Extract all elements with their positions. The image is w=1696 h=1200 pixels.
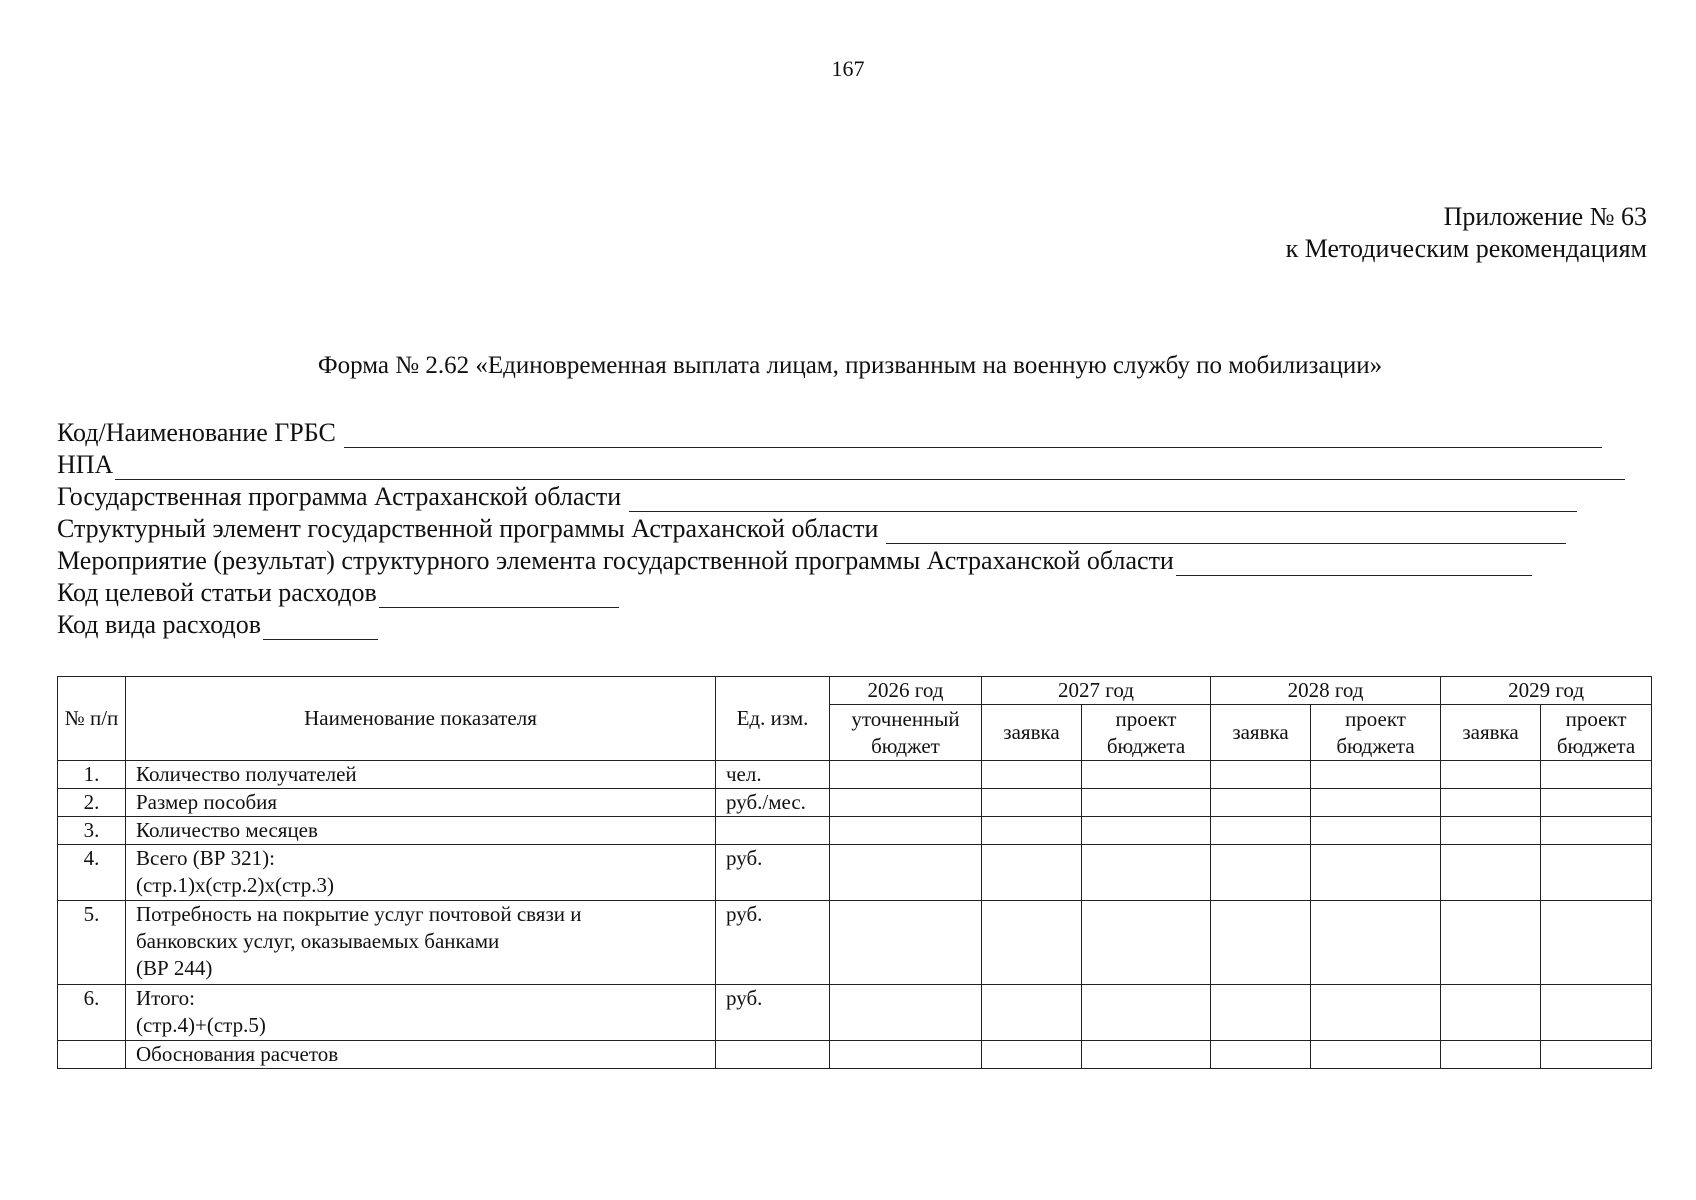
field-gos-program bbox=[57, 480, 1649, 512]
value-cell[interactable] bbox=[1441, 901, 1541, 985]
form-fields bbox=[57, 416, 1649, 640]
row-num: 4. bbox=[58, 845, 126, 901]
field-struct-element-label: Структурный элемент государственной программы Астраханской области bbox=[57, 514, 879, 543]
value-cell[interactable] bbox=[1211, 761, 1311, 789]
value-cell[interactable] bbox=[830, 985, 982, 1041]
row-name: Количество месяцев bbox=[126, 817, 716, 845]
appendix-number: Приложение № 63 bbox=[1443, 202, 1647, 231]
value-cell[interactable] bbox=[1441, 789, 1541, 817]
form-title: Форма № 2.62 «Единовременная выплата лицам, призванным на военную службу по мобилизации» bbox=[317, 352, 1383, 379]
value-cell[interactable] bbox=[1082, 985, 1211, 1041]
value-cell[interactable] bbox=[982, 761, 1082, 789]
header-year-2028: 2028 год bbox=[1211, 677, 1441, 705]
header-year-2027: 2027 год bbox=[982, 677, 1211, 705]
row-num: 5. bbox=[58, 901, 126, 985]
value-cell[interactable] bbox=[982, 845, 1082, 901]
row-name-line: Потребность на покрытие услуг почтовой связи и bbox=[136, 902, 582, 926]
table-row bbox=[58, 761, 1652, 789]
value-cell[interactable] bbox=[1311, 761, 1441, 789]
field-target-code-label: Код целевой статьи расходов bbox=[57, 578, 377, 607]
page-number: 167 bbox=[831, 56, 865, 81]
table-row bbox=[58, 1041, 1652, 1069]
value-cell[interactable] bbox=[1541, 901, 1652, 985]
field-target-code-blank[interactable] bbox=[379, 582, 619, 608]
row-num: 3. bbox=[58, 817, 126, 845]
value-cell[interactable] bbox=[1311, 985, 1441, 1041]
header-name: Наименование показателя bbox=[126, 677, 716, 761]
field-event-label: Мероприятие (результат) структурного элемента государственной программы Астраханской области bbox=[57, 546, 1174, 575]
field-target-code bbox=[57, 576, 1649, 608]
row-name: Обоснования расчетов bbox=[126, 1041, 716, 1069]
field-struct-element bbox=[57, 512, 1649, 544]
header-num: № п/п bbox=[58, 677, 126, 761]
row-name bbox=[126, 901, 716, 985]
value-cell[interactable] bbox=[1082, 761, 1211, 789]
row-name-line: банковских услуг, оказываемых банками bbox=[136, 929, 500, 953]
header-draft-2028: проект бюджета bbox=[1311, 705, 1441, 761]
row-name bbox=[126, 845, 716, 901]
row-name: Размер пособия bbox=[126, 789, 716, 817]
value-cell[interactable] bbox=[830, 901, 982, 985]
field-event bbox=[57, 544, 1649, 576]
appendix-header bbox=[1286, 201, 1647, 265]
field-grbs bbox=[57, 416, 1649, 448]
row-name bbox=[126, 985, 716, 1041]
row-formula: (стр.4)+(стр.5) bbox=[136, 1013, 266, 1037]
header-request-2029: заявка bbox=[1441, 705, 1541, 761]
value-cell[interactable] bbox=[1541, 761, 1652, 789]
field-npa-blank[interactable] bbox=[115, 454, 1625, 480]
row-unit: руб. bbox=[716, 845, 830, 901]
value-cell[interactable] bbox=[1311, 817, 1441, 845]
field-gos-program-label: Государственная программа Астраханской области bbox=[57, 482, 622, 511]
value-cell[interactable] bbox=[982, 1041, 1082, 1069]
value-cell[interactable] bbox=[1541, 789, 1652, 817]
header-year-2026: 2026 год bbox=[830, 677, 982, 705]
field-expense-code-label: Код вида расходов bbox=[57, 610, 261, 639]
value-cell[interactable] bbox=[1211, 845, 1311, 901]
appendix-reference: к Методическим рекомендациям bbox=[1285, 234, 1647, 263]
row-unit: руб./мес. bbox=[716, 789, 830, 817]
value-cell[interactable] bbox=[982, 789, 1082, 817]
value-cell[interactable] bbox=[1311, 789, 1441, 817]
value-cell[interactable] bbox=[1082, 817, 1211, 845]
value-cell[interactable] bbox=[982, 817, 1082, 845]
field-npa bbox=[57, 448, 1649, 480]
row-unit: руб. bbox=[716, 901, 830, 985]
field-struct-element-blank[interactable] bbox=[886, 518, 1566, 544]
row-unit: руб. bbox=[716, 985, 830, 1041]
table-row bbox=[58, 985, 1652, 1041]
value-cell[interactable] bbox=[830, 761, 982, 789]
indicators-table bbox=[57, 676, 1652, 1069]
field-npa-label: НПА bbox=[57, 450, 114, 479]
value-cell[interactable] bbox=[1311, 1041, 1441, 1069]
field-event-blank[interactable] bbox=[1176, 550, 1532, 576]
value-cell[interactable] bbox=[830, 845, 982, 901]
row-name-line: Итого: bbox=[136, 986, 195, 1010]
value-cell[interactable] bbox=[1541, 985, 1652, 1041]
header-unit: Ед. изм. bbox=[716, 677, 830, 761]
field-gos-program-blank[interactable] bbox=[629, 486, 1577, 512]
row-unit bbox=[716, 817, 830, 845]
value-cell[interactable] bbox=[1082, 901, 1211, 985]
row-num: 1. bbox=[58, 761, 126, 789]
table-row bbox=[58, 789, 1652, 817]
table-row bbox=[58, 817, 1652, 845]
row-name-line: (ВР 244) bbox=[136, 956, 213, 980]
value-cell[interactable] bbox=[1311, 845, 1441, 901]
header-request-2027: заявка bbox=[982, 705, 1082, 761]
value-cell[interactable] bbox=[830, 789, 982, 817]
value-cell[interactable] bbox=[1082, 1041, 1211, 1069]
field-grbs-blank[interactable] bbox=[344, 422, 1602, 448]
value-cell[interactable] bbox=[1082, 845, 1211, 901]
row-unit: чел. bbox=[716, 761, 830, 789]
row-num: 6. bbox=[58, 985, 126, 1041]
row-num bbox=[58, 1041, 126, 1069]
value-cell[interactable] bbox=[830, 817, 982, 845]
row-num: 2. bbox=[58, 789, 126, 817]
value-cell[interactable] bbox=[1211, 817, 1311, 845]
value-cell[interactable] bbox=[830, 1041, 982, 1069]
header-year-2029: 2029 год bbox=[1441, 677, 1652, 705]
row-formula: (стр.1)х(стр.2)х(стр.3) bbox=[136, 873, 334, 897]
value-cell[interactable] bbox=[1441, 985, 1541, 1041]
value-cell[interactable] bbox=[982, 985, 1082, 1041]
field-expense-code-blank[interactable] bbox=[263, 614, 378, 640]
value-cell[interactable] bbox=[1441, 845, 1541, 901]
value-cell[interactable] bbox=[1441, 1041, 1541, 1069]
value-cell[interactable] bbox=[1441, 817, 1541, 845]
value-cell[interactable] bbox=[1541, 817, 1652, 845]
value-cell[interactable] bbox=[1541, 845, 1652, 901]
value-cell[interactable] bbox=[1311, 901, 1441, 985]
row-name-line: Всего (ВР 321): bbox=[136, 846, 276, 870]
value-cell[interactable] bbox=[982, 901, 1082, 985]
header-draft-2027: проект бюджета bbox=[1082, 705, 1211, 761]
value-cell[interactable] bbox=[1211, 789, 1311, 817]
table-row bbox=[58, 845, 1652, 901]
field-grbs-label: Код/Наименование ГРБС bbox=[57, 418, 336, 447]
row-unit bbox=[716, 1041, 830, 1069]
header-request-2028: заявка bbox=[1211, 705, 1311, 761]
table-row bbox=[58, 901, 1652, 985]
value-cell[interactable] bbox=[1541, 1041, 1652, 1069]
field-expense-code bbox=[57, 608, 1649, 640]
value-cell[interactable] bbox=[1211, 1041, 1311, 1069]
row-name: Количество получателей bbox=[126, 761, 716, 789]
header-refined-budget: уточненный бюджет bbox=[830, 705, 982, 761]
value-cell[interactable] bbox=[1441, 761, 1541, 789]
value-cell[interactable] bbox=[1211, 901, 1311, 985]
value-cell[interactable] bbox=[1082, 789, 1211, 817]
header-draft-2029: проект бюджета bbox=[1541, 705, 1652, 761]
value-cell[interactable] bbox=[1211, 985, 1311, 1041]
